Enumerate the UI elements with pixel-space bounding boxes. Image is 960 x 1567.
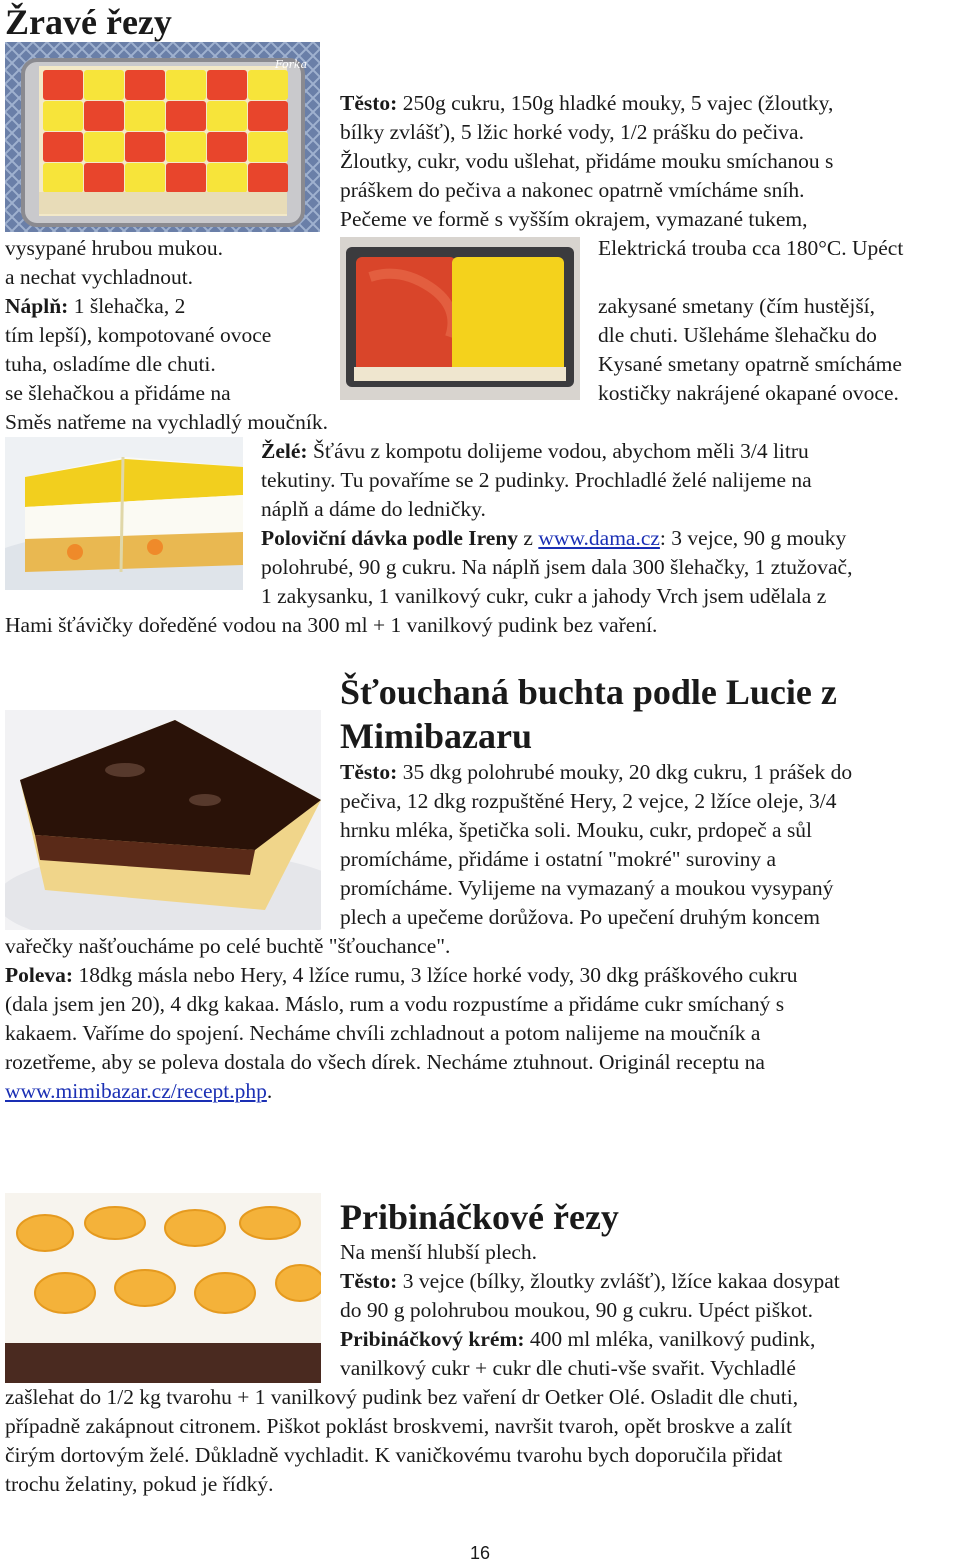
- recipe1-line-13: Želé: Šťávu z kompotu dolijeme vodou, abychom měli 3/4 litru: [261, 439, 809, 463]
- recipe2-line-11: rozetřeme, aby se poleva dostala do všech dírek. Necháme ztuhnout. Originál receptu na: [5, 1050, 765, 1074]
- recipe2-title-line-2: Mimibazaru: [340, 716, 532, 756]
- recipe3-line-2: Těsto: 3 vejce (bílky, žloutky zvlášť), lžíce kakaa dosypat: [340, 1269, 840, 1293]
- recipe1-line-8a: Náplň: 1 šlehačka, 2: [5, 294, 186, 318]
- krem-label: Pribináčkový krém:: [340, 1327, 525, 1351]
- recipe3-line-4: Pribináčkový krém: 400 ml mléka, vanilkový pudink,: [340, 1327, 816, 1351]
- recipe1-line-2: bílky zvlášť), 5 lžic horké vody, 1/2 prášku do pečiva.: [340, 120, 804, 144]
- recipe2-line-10: kakaem. Vaříme do spojení. Necháme chvíli zchladnout a potom nalijeme na moučník a: [5, 1021, 761, 1045]
- recipe1-line-4: práškem do pečiva a nakonec opatrně vmícháme sníh.: [340, 178, 805, 202]
- recipe1-line-9a: tím lepší), kompotované ovoce: [5, 323, 272, 347]
- recipe2-line-7: vařečky našťoucháme po celé buchtě "šťouchance".: [5, 934, 451, 958]
- recipe3-line-7: případně zakápnout citronem. Piškot poklást broskvemi, navršit tvaroh, opět broskve a zalít: [5, 1414, 792, 1438]
- zele-label: Želé:: [261, 439, 308, 463]
- recipe1-line-6b: Elektrická trouba cca 180°C. Upéct: [598, 236, 904, 260]
- recipe1-line-15: náplň a dáme do ledničky.: [261, 497, 486, 521]
- recipe1-line-14: tekutiny. Tu povaříme se 2 pudinky. Prochladlé želé nalijeme na: [261, 468, 812, 492]
- recipe2-line-9: (dala jsem jen 20), 4 dkg kakaa. Máslo, rum a vodu rozpustíme a přidáme cukr smíchaný s: [5, 992, 785, 1016]
- mimibazar-link[interactable]: www.mimibazar.cz/recept.php: [5, 1079, 267, 1103]
- recipe1-line-11b: kostičky nakrájené okapané ovoce.: [598, 381, 899, 405]
- jelly-cream-slice-photo: [5, 437, 243, 590]
- recipe3-line-8: čirým dortovým želé. Důkladně vychladit. K vaničkovému tvarohu bych doporučila přidat: [5, 1443, 783, 1467]
- recipe2-line-3: hrnku mléka, špetička soli. Mouku, cukr, prdopeč a sůl: [340, 818, 813, 842]
- testo-label: Těsto:: [340, 760, 398, 784]
- recipe3-line-5: vanilkový cukr + cukr dle chuti-vše svařit. Vychladlé: [340, 1356, 796, 1380]
- recipe1-line-19: Hami šťávičky doředěné vodou na 300 ml + 1 vanilkový pudink bez vaření.: [5, 613, 658, 637]
- recipe3-line-1: Na menší hlubší plech.: [340, 1240, 538, 1264]
- recipe2-title-line-1: Šťouchaná buchta podle Lucie z: [340, 672, 837, 712]
- recipe1-line-6a: vysypané hrubou mukou.: [5, 236, 223, 260]
- recipe1-line-16: Poloviční dávka podle Ireny z www.dama.cz: 3 vejce, 90 g mouky: [261, 526, 847, 550]
- recipe2-line-12: www.mimibazar.cz/recept.php.: [5, 1079, 273, 1103]
- recipe2-line-5: promícháme. Vylijeme na vymazaný a moukou vysypaný: [340, 876, 834, 900]
- recipe1-line-18: 1 zakysanku, 1 vanilkový cukr, cukr a jahody Vrch jsem udělala z: [261, 584, 827, 608]
- recipe1-line-12: Směs natřeme na vychladlý moučník.: [5, 410, 329, 434]
- recipe2-line-4: promícháme, přidáme i ostatní "mokré" suroviny a: [340, 847, 777, 871]
- recipe3-line-6: zašlehat do 1/2 kg tvarohu + 1 vanilkový pudink bez vaření dr Oetker Olé. Osladit dle chuti,: [5, 1385, 799, 1409]
- recipe1-line-9b: dle chuti. Ušleháme šlehačku do: [598, 323, 877, 347]
- poleva-label: Poleva:: [5, 963, 74, 987]
- page-number: 16: [470, 1543, 491, 1563]
- recipe2-line-6: plech a upečeme dorůžova. Po upečení druhým koncem: [340, 905, 820, 929]
- recipe2-line-2: pečiva, 12 dkg rozpuštěné Hery, 2 vejce, 2 lžíce oleje, 3/4: [340, 789, 837, 813]
- peach-cream-slice-photo: [5, 1193, 321, 1383]
- recipe2-line-1: Těsto: 35 dkg polohrubé mouky, 20 dkg cukru, 1 prášek do: [340, 760, 853, 784]
- half-and-half-cake-photo: [340, 237, 580, 400]
- recipe1-title: Žravé řezy: [5, 2, 172, 42]
- recipe3-title: Pribináčkové řezy: [340, 1197, 619, 1237]
- dama-link[interactable]: www.dama.cz: [538, 526, 660, 550]
- polovicni-label: Poloviční dávka podle Ireny: [261, 526, 519, 550]
- recipe1-line-11a: se šlehačkou a přidáme na: [5, 381, 231, 405]
- recipe3-line-9: trochu želatiny, pokud je řídký.: [5, 1472, 274, 1496]
- watermark: Forka: [275, 58, 308, 71]
- testo-label: Těsto:: [340, 91, 398, 115]
- recipe3-line-3: do 90 g polohrubou moukou, 90 g cukru. Upéct piškot.: [340, 1298, 813, 1322]
- recipe1-line-10a: tuha, osladíme dle chuti.: [5, 352, 216, 376]
- testo-label: Těsto:: [340, 1269, 398, 1293]
- napln-label: Náplň:: [5, 294, 69, 318]
- recipe1-line-7: a nechat vychladnout.: [5, 265, 194, 289]
- recipe1-line-10b: Kysané smetany opatrně smícháme: [598, 352, 902, 376]
- recipe1-line-17: polohrubé, 90 g cukru. Na náplň jsem dala 300 šlehačky, 1 ztužovač,: [261, 555, 853, 579]
- recipe1-line-3: Žloutky, cukr, vodu ušlehat, přidáme mouku smíchanou s: [340, 149, 834, 173]
- checkerboard-cake-photo: [5, 42, 320, 232]
- recipe1-line-1: Těsto: 250g cukru, 150g hladké mouky, 5 vajec (žloutky,: [340, 91, 834, 115]
- chocolate-buchta-photo: [5, 710, 321, 930]
- recipe2-line-8: Poleva: 18dkg másla nebo Hery, 4 lžíce rumu, 3 lžíce horké vody, 30 dkg práškového cukru: [5, 963, 798, 987]
- recipe1-line-8b: zakysané smetany (čím hustější,: [598, 294, 876, 318]
- recipe1-line-5: Pečeme ve formě s vyšším okrajem, vymazané tukem,: [340, 207, 808, 231]
